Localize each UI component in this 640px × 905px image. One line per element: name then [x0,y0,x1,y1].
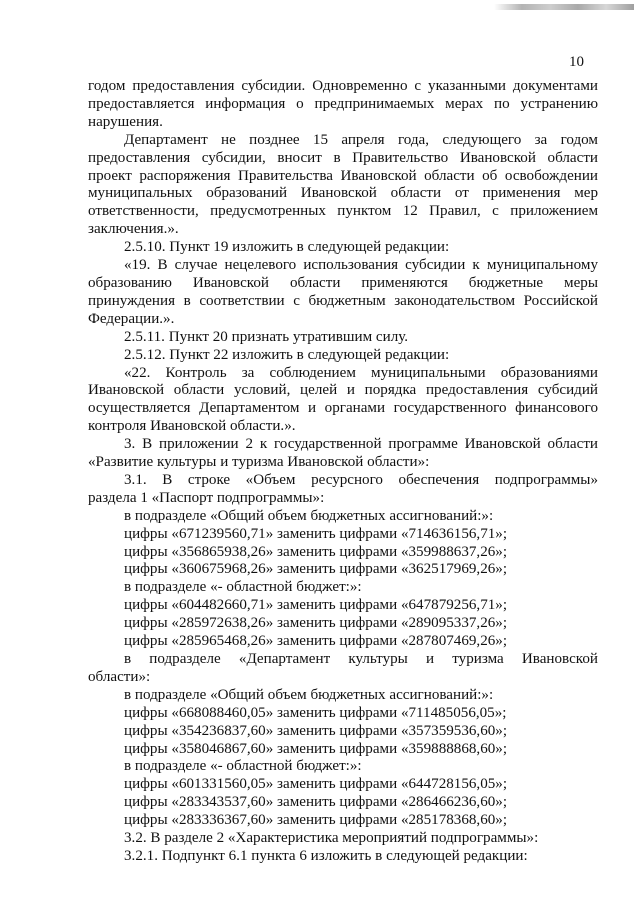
text-line: цифры «604482660,71» заменить цифрами «647879256,71»; [124,597,508,614]
text-line: цифры «285965468,26» заменить цифрами «287807469,26»; [124,633,508,650]
text-line: области»: [88,668,151,685]
text-line: цифры «601331560,05» заменить цифрами «644728156,05»; [124,776,508,793]
text-line: образованию Ивановской области применяются бюджетные меры [88,274,598,291]
text-line: Ивановской области условий, целей и порядка предоставления субсидий [88,382,598,399]
text-line: принуждения в соответствии с бюджетным законодательством Российской [88,292,598,309]
text-line: 2.5.12. Пункт 22 изложить в следующей редакции: [124,346,450,363]
text-line: 3.2.1. Подпункт 6.1 пункта 6 изложить в следующей редакции: [124,847,528,864]
text-line: в подразделе «Департамент культуры и туризма Ивановской [124,651,598,667]
page-number: 10 [569,54,584,70]
text-line: раздела 1 «Паспорт подпрограммы»: [88,489,325,506]
text-line: «22. Контроль за соблюдением муниципальными образованиями [124,364,598,381]
text-line: ответственности, предусмотренных пунктом 12 Правил, с приложением [88,203,598,220]
text-line: «19. В случае нецелевого использования субсидии к муниципальному [124,257,598,274]
text-line: предоставляется информация о предпринимаемых мерах по устранению [88,95,598,112]
text-line: в подразделе «- областной бюджет:»: [124,758,362,775]
text-line: муниципальных образований Ивановской области от применения мер [88,185,598,202]
text-line: заключения.». [88,221,179,238]
text-line: Департамент не позднее 15 апреля года, следующего за годом [124,131,598,148]
text-line: цифры «358046867,60» заменить цифрами «359888868,60»; [124,740,508,757]
text-line: цифры «668088460,05» заменить цифрами «711485056,05»; [124,704,507,721]
text-line: проект распоряжения Правительства Ивановской области об освобождении [88,167,598,184]
text-line: в подразделе «Общий объем бюджетных ассигнований:»: [124,507,494,524]
text-line: цифры «354236837,60» заменить цифрами «357359536,60»; [124,722,508,739]
text-line: 2.5.10. Пункт 19 изложить в следующей редакции: [124,239,450,256]
text-line: цифры «356865938,26» заменить цифрами «359988637,26»; [124,543,508,560]
text-line: осуществляется Департаментом и органами государственного финансового [88,400,598,417]
text-line: контроля Ивановской области.». [88,418,296,435]
text-line: в подразделе «Общий объем бюджетных ассигнований:»: [124,686,494,703]
text-line: цифры «671239560,71» заменить цифрами «714636156,71»; [124,525,508,542]
text-line: 3.1. В строке «Объем ресурсного обеспечения подпрограммы» [124,471,598,488]
text-line: цифры «285972638,26» заменить цифрами «289095337,26»; [124,615,508,632]
text-line: 3. В приложении 2 к государственной программе Ивановской области [124,436,598,453]
text-line: 2.5.11. Пункт 20 признать утратившим силу. [124,328,409,345]
scan-artifact-mark [494,4,634,10]
text-line: нарушения. [88,113,163,130]
text-line: годом предоставления субсидии. Одновременно с указанными документами [88,78,598,94]
text-line: цифры «283343537,60» заменить цифрами «286466236,60»; [124,794,508,811]
text-line: предоставления субсидии, вносит в Правительство Ивановской области [88,149,598,166]
text-line: в подразделе «- областной бюджет:»: [124,579,362,596]
document-body [88,78,598,866]
text-line: Федерации.». [88,310,175,327]
text-line: «Развитие культуры и туризма Ивановской области»: [88,454,430,471]
text-line: цифры «360675968,26» заменить цифрами «362517969,26»; [124,561,508,578]
text-line: цифры «283336367,60» заменить цифрами «285178368,60»; [124,812,508,829]
text-line: 3.2. В разделе 2 «Характеристика мероприятий подпрограммы»: [124,830,539,847]
